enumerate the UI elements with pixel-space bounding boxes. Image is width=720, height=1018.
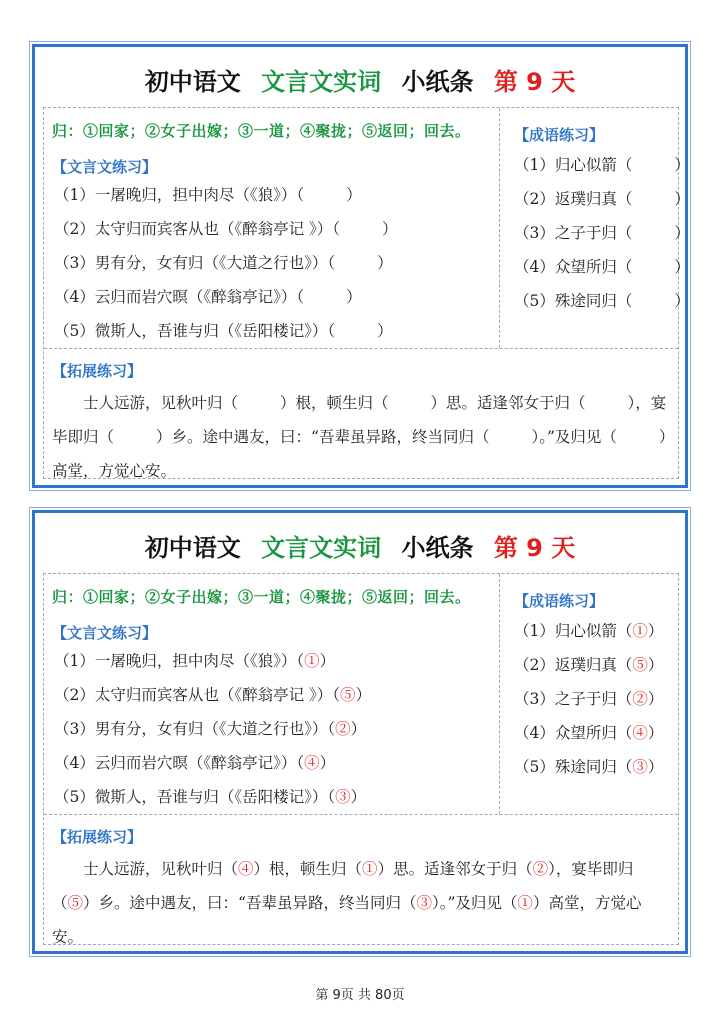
answer-mark: ② bbox=[335, 720, 351, 738]
wenyan-item: （2）太守归而宾客从也（《醉翁亭记 》）（⑤） bbox=[54, 686, 372, 704]
title-day: 第 9 天 bbox=[493, 68, 576, 96]
wenyan-header: 【文言文练习】 bbox=[52, 624, 158, 642]
title-subject: 初中语文 bbox=[144, 534, 241, 562]
wenyan-item: （1）一屠晚归，担中肉尽（《狼》）（ ） bbox=[54, 186, 362, 204]
wenyan-item: （4）云归而岩穴暝（《醉翁亭记》）（④） bbox=[54, 754, 336, 772]
chengyu-item: （4）众望所归（④） bbox=[514, 724, 664, 742]
answer-mark: ② bbox=[632, 690, 648, 708]
meaning-line: 归：①回家；②女子出嫁；③一道；④聚拢；⑤返回；回去。 bbox=[52, 588, 471, 606]
title-day: 第 9 天 bbox=[493, 534, 576, 562]
title-topic: 文言文实词 bbox=[261, 534, 382, 562]
content-box bbox=[43, 573, 679, 945]
extension-paragraph: 士人远游，见秋叶归（④）根，顿生归（①）思。适逢邻女于归（②），宴毕即归（⑤）乡。途中遇友，曰：“吾辈虽异路，终当同归（③）。”及归见（①）高堂，方觉心安。 bbox=[52, 860, 642, 946]
title-subject: 初中语文 bbox=[144, 68, 241, 96]
title-topic: 文言文实词 bbox=[261, 68, 382, 96]
chengyu-item: （1）归心似箭（ ） bbox=[514, 156, 690, 174]
chengyu-item: （1）归心似箭（①） bbox=[514, 622, 664, 640]
chengyu-item: （2）返璞归真（ ） bbox=[514, 190, 690, 208]
chengyu-item: （3）之子于归（ ） bbox=[514, 224, 690, 242]
card-title bbox=[35, 57, 685, 107]
answer-mark: ⑤ bbox=[632, 656, 648, 674]
answer-mark: ④ bbox=[304, 754, 320, 772]
title-note: 小纸条 bbox=[401, 534, 474, 562]
answer-mark: ⑤ bbox=[340, 686, 356, 704]
chengyu-item: （2）返璞归真（⑤） bbox=[514, 656, 664, 674]
extension-paragraph: 士人远游，见秋叶归（ ）根，顿生归（ ）思。适逢邻女于归（ ），宴毕即归（ ）乡。途中遇友，曰：“吾辈虽异路，终当同归（ ）。”及归见（ ）高堂，方觉心安。 bbox=[52, 394, 667, 480]
meaning-line: 归：①回家；②女子出嫁；③一道；④聚拢；⑤返回；回去。 bbox=[52, 122, 471, 140]
wenyan-item: （1）一屠晚归，担中肉尽（《狼》）（①） bbox=[54, 652, 336, 670]
content-box bbox=[43, 107, 690, 480]
card-exercise bbox=[32, 44, 688, 488]
answer-mark: ③ bbox=[632, 758, 648, 776]
wenyan-item: （3）男有分，女有归（《大道之行也》）（ ） bbox=[54, 254, 393, 272]
wenyan-item: （5）微斯人，吾谁与归（《岳阳楼记》）（③） bbox=[54, 788, 367, 806]
wenyan-item: （3）男有分，女有归（《大道之行也》）（②） bbox=[54, 720, 367, 738]
card-title bbox=[35, 523, 685, 573]
wenyan-item: （4）云归而岩穴暝（《醉翁亭记》）（ ） bbox=[54, 288, 362, 306]
wenyan-item: （2）太守归而宾客从也（《醉翁亭记 》）（ ） bbox=[54, 220, 398, 238]
vertical-divider bbox=[499, 574, 500, 814]
answer-mark: ③ bbox=[335, 788, 351, 806]
answer-mark: ① bbox=[304, 652, 320, 670]
page-footer: 第 9页 共 80页 bbox=[315, 988, 405, 1003]
horizontal-divider bbox=[44, 348, 678, 349]
wenyan-header: 【文言文练习】 bbox=[52, 158, 158, 176]
chengyu-item: （4）众望所归（ ） bbox=[514, 258, 690, 276]
horizontal-divider bbox=[44, 814, 678, 815]
wenyan-item: （5）微斯人，吾谁与归（《岳阳楼记》）（ ） bbox=[54, 322, 393, 340]
tuozhan-header: 【拓展练习】 bbox=[52, 362, 143, 380]
chengyu-item: （5）殊途同归（ ） bbox=[514, 292, 690, 310]
answer-mark: ① bbox=[632, 622, 648, 640]
card-answers bbox=[32, 510, 688, 954]
chengyu-item: （3）之子于归（②） bbox=[514, 690, 664, 708]
chengyu-item: （5）殊途同归（③） bbox=[514, 758, 664, 776]
vertical-divider bbox=[499, 108, 500, 348]
tuozhan-header: 【拓展练习】 bbox=[52, 828, 143, 846]
answer-mark: ④ bbox=[632, 724, 648, 742]
chengyu-header: 【成语练习】 bbox=[514, 126, 605, 144]
chengyu-header: 【成语练习】 bbox=[514, 592, 605, 610]
title-note: 小纸条 bbox=[401, 68, 474, 96]
